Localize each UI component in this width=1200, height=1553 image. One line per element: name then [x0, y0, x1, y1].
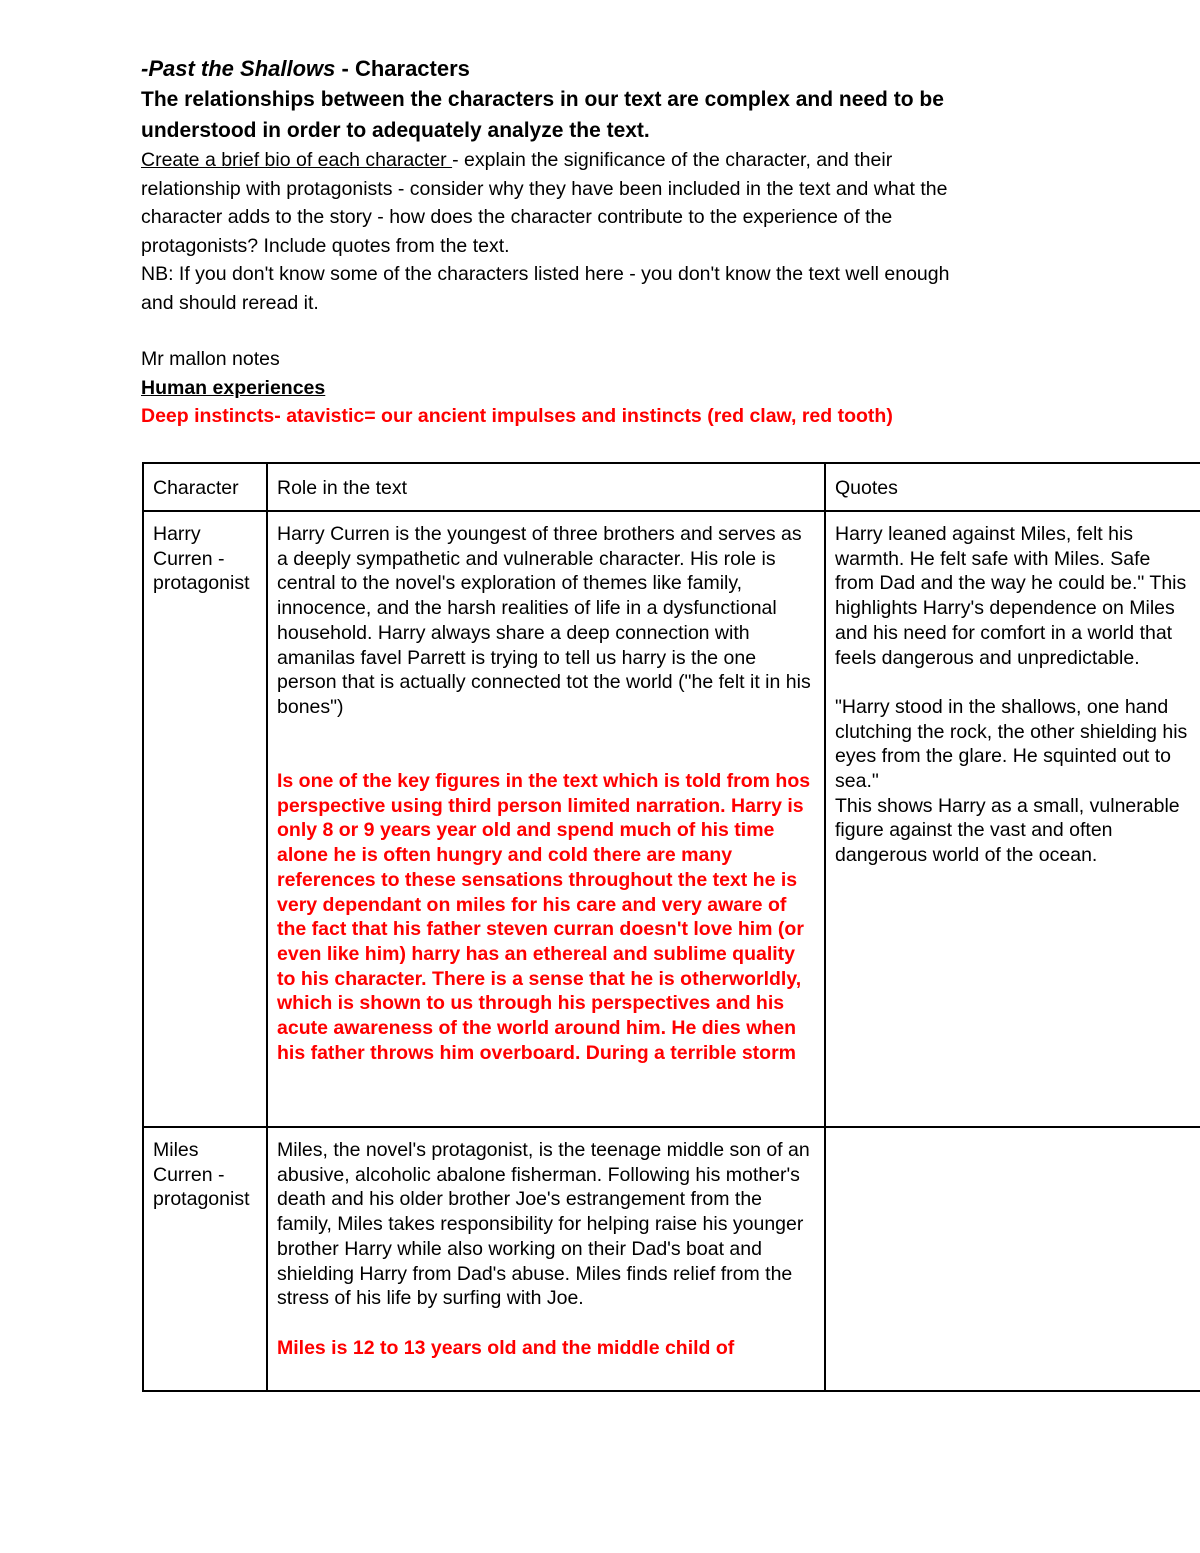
table-row — [143, 1127, 1200, 1391]
role-description: Harry Curren is the youngest of three brothers and serves as a deeply sympathetic and vulnerable character. His role is central to the novel's exploration of themes like family, innocence, and the harsh realities of life in a dysfunctional household. Harry always share a deep connection with amanilas favel Parrett is trying to tell us harry is the one person that is actually connected tot the world ("he felt it in his bones") — [277, 523, 811, 718]
lead-line-2: understood in order to adequately analyze the text. — [141, 119, 650, 142]
notes-label: Mr mallon notes — [141, 348, 280, 370]
nb-line-1: NB: If you don't know some of the characters listed here - you don't know the text well enough — [141, 263, 950, 285]
human-experiences-heading: Human experiences — [141, 376, 326, 399]
instruction-line-3: character adds to the story - how does the character contribute to the experience of the — [141, 206, 893, 228]
role-cell — [267, 511, 825, 1127]
quote-1: Harry leaned against Miles, felt his warmth. He felt safe with Miles. Safe from Dad and the way he could be." This highlights Harry's dependence on Miles and his need for comfort in a world that feels dangerous and unpredictable. — [835, 523, 1187, 669]
lead-line-1: The relationships between the characters in our text are complex and need to be — [141, 88, 944, 111]
quote-2: "Harry stood in the shallows, one hand clutching the rock, the other shielding his eyes from the glare. He squinted out to sea." — [835, 695, 1188, 793]
quotes-cell — [825, 1127, 1200, 1391]
title-suffix: - Characters — [335, 56, 470, 81]
character-name-cell: Harry Curren - protagonist — [143, 511, 267, 1127]
header-role: Role in the text — [267, 463, 825, 511]
instruction-underlined: Create a brief bio of each character — [141, 149, 453, 171]
character-name-cell: Miles Curren - protagonist — [143, 1127, 267, 1391]
deep-instincts-note: Deep instincts- atavistic= our ancient impulses and instincts (red claw, red tooth) — [141, 405, 893, 427]
role-notes-red: Is one of the key figures in the text which is told from hos perspective using third person limited narration. Harry is only 8 or 9 years year old and spend much of his time alone he is often hungry and cold there are many references to these sensations throughout the text he is very dependant on miles for his care and very aware of the fact that his father steven curran doesn't love him (or even like him) harry has an ethereal and sublime quality to his character. There is a sense that he is otherworldly, which is shown to us through his perspectives and his acute awareness of the world around him. He dies when his father throws him overboard. During a terrible storm — [277, 770, 811, 1064]
document-header — [141, 54, 1101, 431]
title-book-name: Past the Shallows — [148, 56, 336, 81]
instruction-rest: - explain the significance of the character, and their — [452, 149, 893, 171]
role-cell — [267, 1127, 825, 1391]
quotes-cell — [825, 511, 1200, 1127]
instruction-line-4: protagonists? Include quotes from the text. — [141, 234, 510, 257]
document-title — [141, 54, 1101, 84]
title-prefix: - — [141, 56, 149, 81]
characters-table — [142, 462, 1200, 1392]
table-header-row — [143, 463, 1200, 511]
role-description: Miles, the novel's protagonist, is the teenage middle son of an abusive, alcoholic abalone fisherman. Following his mother's death and his older brother Joe's estrangement from the family, Miles takes responsibility for helping raise his younger brother Harry while also working on their Dad's boat and shielding Harry from Dad's abuse. Miles finds relief from the stress of his life by surfing with Joe. — [277, 1139, 810, 1310]
spacer — [141, 317, 1101, 345]
instruction-line-2: relationship with protagonists - consider why they have been included in the text and what the — [141, 177, 948, 200]
role-notes-red: Miles is 12 to 13 years old and the middle child of — [277, 1336, 735, 1359]
quote-2-analysis: This shows Harry as a small, vulnerable figure against the vast and often dangerous world of the ocean. — [835, 794, 1180, 867]
header-quotes: Quotes — [825, 463, 1200, 511]
header-character: Character — [143, 463, 267, 511]
nb-line-2: and should reread it. — [141, 291, 319, 314]
instruction-line-1 — [141, 146, 1101, 175]
table-row — [143, 511, 1200, 1127]
